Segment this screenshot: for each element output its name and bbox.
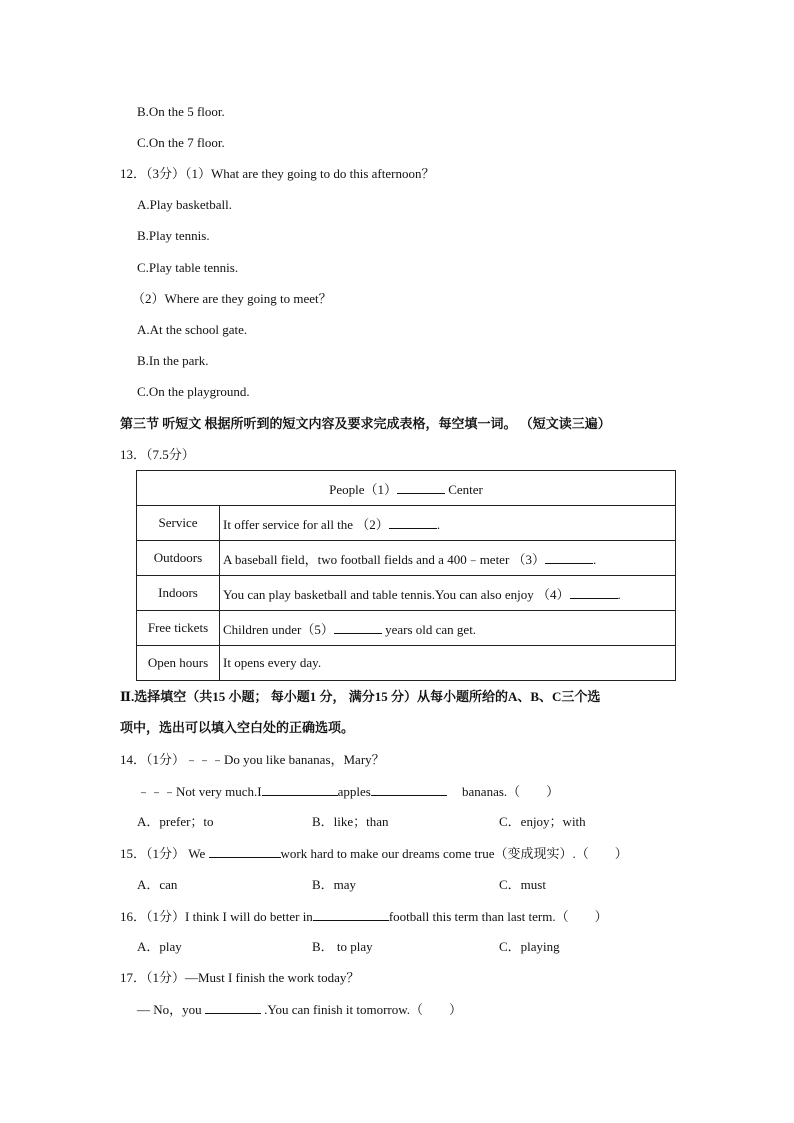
q16-option-a[interactable]: A．play [137,939,182,954]
q15-option-b[interactable]: B．may [312,877,357,892]
row-label-free-tickets: Free tickets [137,611,220,646]
q12-part1-option-c: C.Play table tennis. [137,260,239,275]
q12-stem: 12．（3分）（1）What are they going to do this afternoon？ [120,166,435,181]
q17-stem: 17．（1分）—Must I finish the work today？ [120,970,360,985]
q17-blank[interactable] [205,1001,261,1014]
q16-stem-pre: 16．（1分）I think I will do better in [120,909,313,924]
table-row [137,506,676,541]
q15-option-a[interactable]: A．can [137,877,178,892]
q15-stem-post: work hard to make our dreams come true（变成现实）.（ ） [280,846,628,861]
section3-heading: 第三节 听短文 根据所听到的短文内容及要求完成表格，每空填一词。 （短文读三遍） [120,416,611,431]
q14-blank-1[interactable] [262,783,338,796]
row-text-post: . [436,516,441,532]
q14-reply-mid: apples [337,784,371,799]
row-content-service [220,506,676,541]
q13-stem: 13．（7.5分） [120,447,195,462]
table-title-post: Center [444,481,483,497]
q16-stem [120,908,608,925]
q14-blank-2[interactable] [371,783,447,796]
q14-reply-post: bananas.（ ） [458,784,560,799]
row-text: It opens every day. [223,655,322,670]
q12-part2-option-b: B.In the park. [137,353,209,368]
row-label-service: Service [137,506,220,541]
blank-1[interactable] [397,481,445,494]
q16-blank[interactable] [313,908,389,921]
q16-option-c[interactable]: C．playing [499,939,560,954]
q14-option-b[interactable]: B．like；than [312,814,389,829]
q16-option-b[interactable]: B． to play [312,939,373,954]
part2-heading-line1: Ⅱ.选择填空（共15 小题； 每小题1 分， 满分15 分）从每小题所给的A、B、C三个选 [120,689,601,704]
row-text-post: years old can get. [381,621,477,637]
table-row [137,471,676,506]
q14-reply [137,783,559,800]
row-text: A baseball field，two football fields and a 400﹣meter （3） [223,551,546,567]
q17-reply [137,1001,462,1018]
row-label-indoors: Indoors [137,576,220,611]
q16-stem-post: football this term than last term.（ ） [388,909,608,924]
q12-part2-option-c: C.On the playground. [137,384,250,399]
q15-stem [120,845,628,862]
table-title-cell [137,471,676,506]
row-content-indoors [220,576,676,611]
row-content-open-hours [220,646,676,681]
q14-option-c[interactable]: C．enjoy；with [499,814,586,829]
row-text-post: . [617,586,621,602]
table-title-pre: People（1） [329,481,397,497]
q12-part2-option-a: A.At the school gate. [137,322,248,337]
row-label-outdoors: Outdoors [137,541,220,576]
row-text: It offer service for all the （2） [223,516,389,532]
q14-option-a[interactable]: A．prefer；to [137,814,214,829]
q12-part1-option-b: B.Play tennis. [137,228,210,243]
table-row [137,611,676,646]
blank-3[interactable] [545,551,593,564]
q13-table [136,470,676,681]
blank-4[interactable] [570,586,618,599]
q11-option-c: C.On the 7 floor. [137,135,225,150]
q14-reply-pre: ﹣﹣﹣Not very much.I [137,784,262,799]
row-text: Children under（5） [223,621,334,637]
q15-stem-pre: 15．（1分） We [120,846,209,861]
part2-heading-line2: 项中，选出可以填入空白处的正确选项。 [120,720,355,735]
row-text-post: . [593,551,597,567]
table-row [137,541,676,576]
row-content-outdoors [220,541,676,576]
blank-5[interactable] [334,621,382,634]
row-text: You can play basketball and table tennis.You can also enjoy （4） [223,586,570,602]
row-label-open-hours: Open hours [137,646,220,681]
q17-reply-pre: — No，you [137,1002,205,1017]
q15-option-c[interactable]: C．must [499,877,546,892]
row-content-free-tickets [220,611,676,646]
q11-option-b: B.On the 5 floor. [137,104,225,119]
q12-part2-stem: （2）Where are they going to meet？ [132,291,332,306]
blank-2[interactable] [389,516,437,529]
q14-stem: 14．（1分）﹣﹣﹣Do you like bananas，Mary？ [120,752,385,767]
table-row [137,646,676,681]
table-row [137,576,676,611]
q17-reply-post: .You can finish it tomorrow.（ ） [260,1002,463,1017]
q12-part1-option-a: A.Play basketball. [137,197,232,212]
q15-blank[interactable] [209,845,281,858]
